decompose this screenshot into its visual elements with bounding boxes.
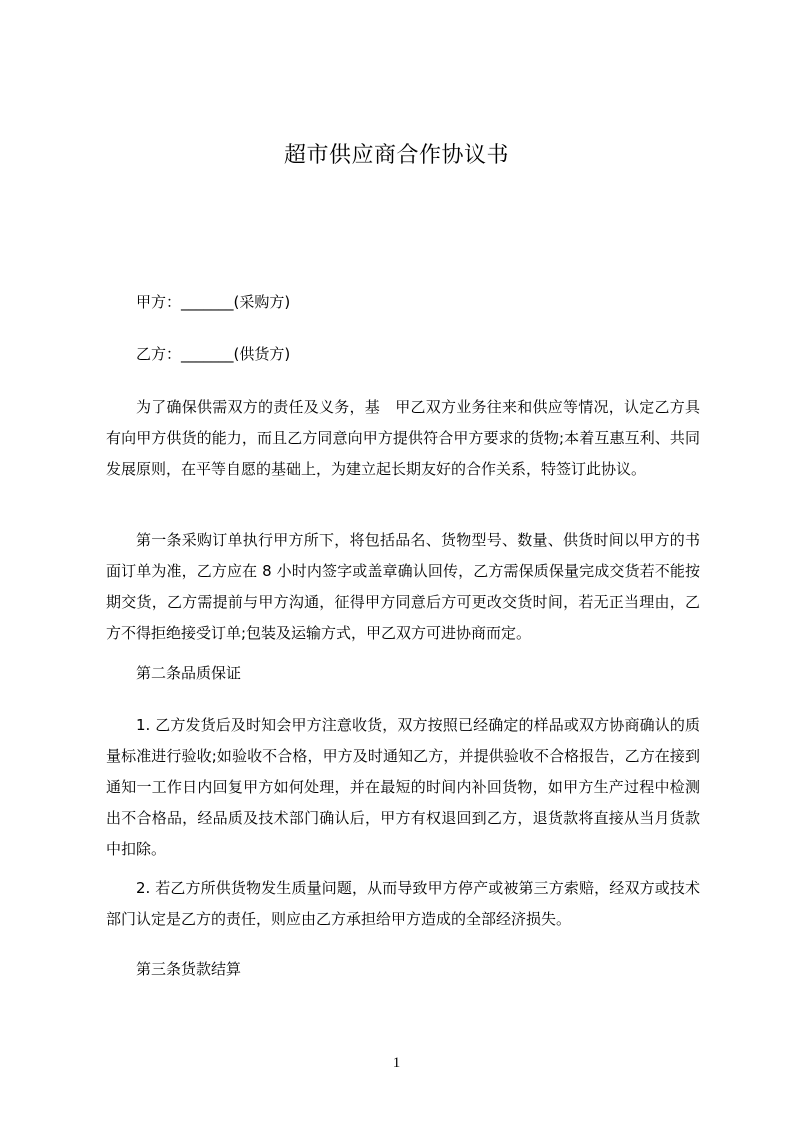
party-b-line: 乙方：_______(供货方) — [136, 345, 291, 363]
document-title: 超市供应商合作协议书 — [283, 143, 509, 168]
article-3-heading: 第三条货款结算 — [136, 960, 242, 978]
party-a-line: 甲方：_______(采购方) — [136, 293, 291, 311]
article-2-item-2: 2. 若乙方所供货物发生质量问题，从而导致甲方停产或被第三方索赔，经双方或技术部门认定是乙方的责任，则应由乙方承担给甲方造成的全部经济损失。 — [106, 879, 700, 928]
intro-paragraph: 为了确保供需双方的责任及义务，基 甲乙双方业务往来和供应等情况，认定乙方具有向甲方供货的能力，而且乙方同意向甲方提供符合甲方要求的货物;本着互惠互利、共同发展原则，在平等自愿的基础上，为建立起长期友好的合作关系，特签订此协议。 — [106, 398, 700, 478]
article-2-item-1: 1. 乙方发货后及时知会甲方注意收货，双方按照已经确定的样品或双方协商确认的质量标准进行验收;如验收不合格，甲方及时通知乙方，并提供验收不合格报告，乙方在接到通知一工作日内回复甲方如何处理，并在最短的时间内补回货物，如甲方生产过程中检测出不合格品，经品质及技术部门确认后，甲方有权退回到乙方，退货款将直接从当月货款中扣除。 — [106, 716, 700, 858]
article-2-heading: 第二条品质保证 — [136, 664, 242, 682]
article-1-paragraph: 第一条采购订单执行甲方所下，将包括品名、货物型号、数量、供货时间以甲方的书面订单为准，乙方应在 8 小时内签字或盖章确认回传，乙方需保质保量完成交货若不能按期交货，乙方需提前与甲方沟通，征得甲方同意后方可更改交货时间，若无正当理由，乙方不得拒绝接受订单;包装及运输方式，甲乙双方可进协商而定。 — [106, 531, 700, 642]
page-number: 1 — [392, 1055, 401, 1071]
